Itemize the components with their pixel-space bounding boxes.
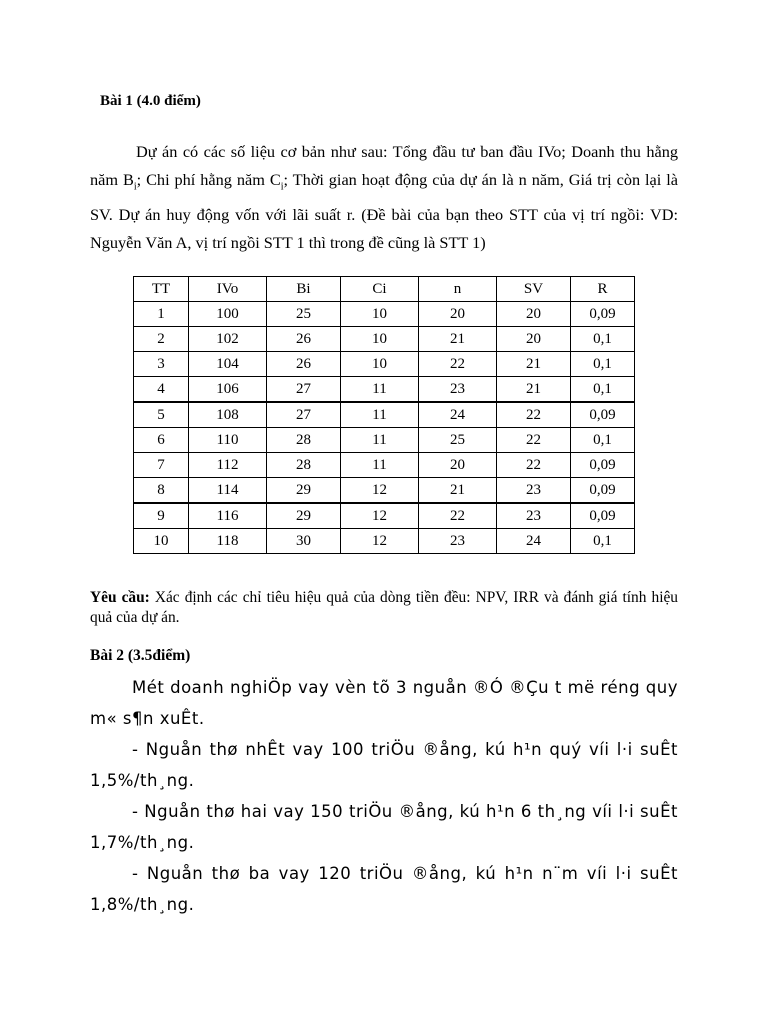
exercise-2-paragraph: - Nguån thø hai vay 150 triÖu ®ång, kú h¹n 6 th¸ng víi l·i suÊt 1,7%/th¸ng.	[90, 802, 678, 852]
table-cell: 10	[341, 352, 419, 377]
table-cell: 25	[419, 428, 497, 453]
table-cell: 20	[419, 453, 497, 478]
table-cell: 7	[134, 453, 189, 478]
table-cell: 10	[341, 327, 419, 352]
table-cell: 10	[134, 529, 189, 554]
table-cell: 24	[497, 529, 571, 554]
table-cell: 22	[419, 352, 497, 377]
table-cell: 27	[267, 377, 341, 403]
table-cell: 25	[267, 302, 341, 327]
table-row	[134, 428, 635, 453]
table-cell: 0,1	[571, 529, 635, 554]
table-cell: 4	[134, 377, 189, 403]
table-header-cell: TT	[134, 277, 189, 302]
table-cell: 1	[134, 302, 189, 327]
table-row	[134, 478, 635, 504]
table-cell: 0,1	[571, 327, 635, 352]
table-row	[134, 529, 635, 554]
table-cell: 104	[189, 352, 267, 377]
table-cell: 22	[497, 428, 571, 453]
table-row	[134, 377, 635, 403]
table-header-cell: R	[571, 277, 635, 302]
table-header-cell: Bi	[267, 277, 341, 302]
table-cell: 29	[267, 478, 341, 504]
project-data-table	[133, 276, 635, 554]
exercise-2-title: Bài 2 (3.5điểm)	[90, 647, 191, 664]
table-header-row	[134, 277, 635, 302]
exercise-1-description: Dự án có các số liệu cơ bản như sau: Tổng đầu tư ban đầu IVo; Doanh thu hằng năm $B_i$; Chi phí hằng năm $C_i$; Thời gian hoạt động của dự án là n năm, Giá trị còn lại là SV. Dự án huy động vốn với lãi suất r. (Đề bài của bạn theo STT của vị trí ngồi: VD: Nguyễn Văn A, vị trí ngồi STT 1 thì trong đề cũng là STT 1)	[90, 142, 678, 253]
table-cell: 116	[189, 503, 267, 529]
table-cell: 6	[134, 428, 189, 453]
table-cell: 0,09	[571, 478, 635, 504]
table-cell: 106	[189, 377, 267, 403]
table-cell: 0,1	[571, 377, 635, 403]
table-cell: 21	[497, 352, 571, 377]
table-cell: 118	[189, 529, 267, 554]
table-cell: 10	[341, 302, 419, 327]
table-cell: 29	[267, 503, 341, 529]
table-cell: 26	[267, 327, 341, 352]
table-cell: 0,09	[571, 302, 635, 327]
exercise-2-paragraph: - Nguån thø nhÊt vay 100 triÖu ®ång, kú h¹n quý víi l·i suÊt 1,5%/th¸ng.	[90, 740, 678, 790]
exercise-1-title: Bài 1 (4.0 điểm)	[100, 93, 201, 109]
table-cell: 23	[497, 478, 571, 504]
table-cell: 102	[189, 327, 267, 352]
table-cell: 24	[419, 402, 497, 428]
table-cell: 9	[134, 503, 189, 529]
exercise-2-body	[90, 672, 678, 920]
table-cell: 27	[267, 402, 341, 428]
table-cell: 21	[419, 478, 497, 504]
table-row	[134, 503, 635, 529]
exercise-2-paragraph: - Nguån thø ba vay 120 triÖu ®ång, kú h¹n n¨m víi l·i suÊt 1,8%/th¸ng.	[90, 864, 678, 914]
table-cell: 0,1	[571, 352, 635, 377]
table-cell: 11	[341, 377, 419, 403]
table-cell: 30	[267, 529, 341, 554]
table-row	[134, 402, 635, 428]
table-cell: 22	[497, 453, 571, 478]
table-cell: 114	[189, 478, 267, 504]
table-cell: 112	[189, 453, 267, 478]
table-cell: 0,09	[571, 402, 635, 428]
table-cell: 0,1	[571, 428, 635, 453]
table-row	[134, 453, 635, 478]
table-cell: 12	[341, 503, 419, 529]
table-cell: 23	[419, 377, 497, 403]
table-cell: 26	[267, 352, 341, 377]
table-cell: 21	[497, 377, 571, 403]
table-cell: 3	[134, 352, 189, 377]
table-cell: 100	[189, 302, 267, 327]
table-cell: 0,09	[571, 503, 635, 529]
table-cell: 23	[419, 529, 497, 554]
table-cell: 28	[267, 428, 341, 453]
table-cell: 20	[419, 302, 497, 327]
table-cell: 12	[341, 529, 419, 554]
table-cell: 20	[497, 327, 571, 352]
table-cell: 108	[189, 402, 267, 428]
exercise-1-requirement: Yêu cầu: Xác định các chỉ tiêu hiệu quả của dòng tiền đều: NPV, IRR và đánh giá tính hiệu quả của dự án.	[90, 589, 678, 626]
table-cell: 22	[419, 503, 497, 529]
table-cell: 23	[497, 503, 571, 529]
table-cell: 11	[341, 428, 419, 453]
table-cell: 2	[134, 327, 189, 352]
table-cell: 21	[419, 327, 497, 352]
table-cell: 5	[134, 402, 189, 428]
table-cell: 22	[497, 402, 571, 428]
table-cell: 11	[341, 453, 419, 478]
table-cell: 8	[134, 478, 189, 504]
table-cell: 0,09	[571, 453, 635, 478]
table-cell: 110	[189, 428, 267, 453]
table-cell: 11	[341, 402, 419, 428]
table-header-cell: SV	[497, 277, 571, 302]
table-row	[134, 302, 635, 327]
table-header-cell: Ci	[341, 277, 419, 302]
table-cell: 12	[341, 478, 419, 504]
table-header-cell: n	[419, 277, 497, 302]
table-header-cell: IVo	[189, 277, 267, 302]
exercise-2-paragraph: Mét doanh nghiÖp vay vèn tõ 3 nguån ®Ó ®Çu t më réng quy m« s¶n xuÊt.	[90, 678, 678, 728]
table-row	[134, 327, 635, 352]
table-cell: 20	[497, 302, 571, 327]
table-cell: 28	[267, 453, 341, 478]
table-row	[134, 352, 635, 377]
